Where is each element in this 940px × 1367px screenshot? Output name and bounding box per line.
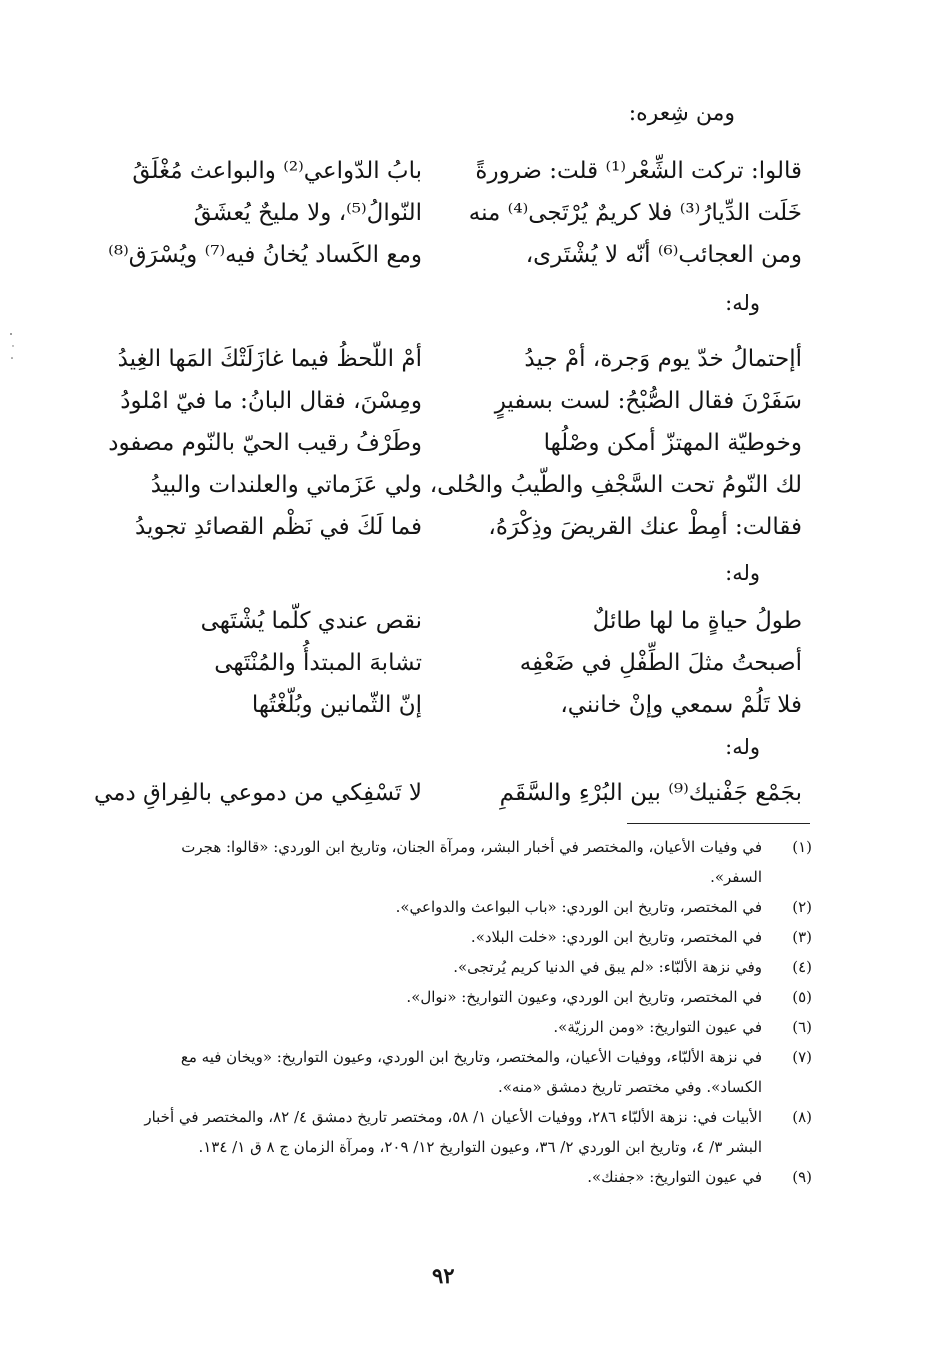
verse-first-hemistich: أإحتمالُ خدّ يوم وَجرة، أمْ جيدُ (524, 346, 802, 372)
footnote (132, 922, 812, 952)
verse-second-hemistich: ومِسْنَ، فقال البانُ: ما فيّ امْلودُ (120, 388, 422, 414)
footnote-number: (٣) (792, 928, 812, 946)
verse-line (108, 234, 802, 276)
verse-first-hemistich: وخوطيّة المهتزّ أمكن وصْلُها (543, 430, 802, 456)
footnote-text: وفي نزهة الألبّاء: «لم يبق في الدنيا كريم يُرتجى». (453, 958, 762, 976)
verse-line (122, 380, 802, 422)
verse-second-hemistich: فما لَكَ في نَظْم القصائدِ تجويدُ (134, 514, 422, 540)
verse-line (122, 600, 802, 642)
footnote (132, 1042, 812, 1102)
footnote-text: في عيون التواريخ: «ومن الرزيّة». (553, 1018, 762, 1036)
verse-second-hemistich: وطَرْفُ رقيب الحيّ بالنّوم مصفود (108, 430, 422, 456)
verse-first-hemistich: طولُ حياةٍ ما لها طائلٌ (592, 608, 802, 634)
footnote-text: في المختصر، وتاريخ ابن الوردي: «خلت البلاد». (470, 928, 762, 946)
verse-second-hemistich: بابُ الدّواعي⁽²⁾ والبواعث مُغْلَقُ (132, 158, 422, 184)
footnote-number: (٥) (792, 988, 812, 1006)
verse-second-hemistich: نقص عندي كلّما يُشْتَهى (200, 608, 422, 634)
footnote-text: في نزهة الألبّاء، ووفيات الأعيان، والمختصر، وتاريخ ابن الوردي، وعيون التواريخ: «ويخان فيه مع الكساد». وفي مختصر تاريخ دمشق «منه». (180, 1048, 762, 1096)
footnote-text: في المختصر، وتاريخ ابن الوردي: «باب البواعث والدواعي». (395, 898, 762, 916)
footnote-text: في عيون التواريخ: «جفنك». (587, 1168, 762, 1186)
verse-second-hemistich: إنّ الثّمانين وبُلّغْتُها (251, 692, 422, 718)
footnote (132, 832, 812, 892)
verse-second-hemistich: لا تَسْفِكي من دموعي بالفِراقِ دمي (94, 780, 422, 806)
verse-first-hemistich: فلا تَلُمْ سمعي وإنْ خانني، (560, 692, 802, 718)
section-heading: ومن شِعره: (628, 101, 735, 126)
poem-2 (108, 338, 802, 548)
verse-first-hemistich: خَلَت الدِّيارُ⁽³⁾ فلا كريمٌ يُرْتَجى⁽⁴⁾ منه (468, 200, 802, 226)
verse-first-hemistich: قالوا: تركت الشِّعْر⁽¹⁾ قلت: ضرورةً (475, 158, 802, 184)
poem-label: وله: (725, 735, 760, 759)
footnote (132, 952, 812, 982)
verse-line (122, 192, 802, 234)
verse-first-hemistich: سَفَرْنَ فقال الصُّبْحُ: لست بسفيرٍ (494, 388, 802, 414)
verse-first-hemistich: ومن العجائب⁽⁶⁾ أنّه لا يُشْتَرى، (525, 242, 802, 268)
footnote-text: الأبيات في: نزهة الألبّاء ٢٨٦، ووفيات الأعيان ١/ ٥٨، ومختصر تاريخ دمشق ٤/ ٨٢، والمختصر في أخبار البشر ٣/ ٤، وتاريخ ابن الوردي ٢/ ٣٦، وعيون التواريخ ١٢/ ٢٠٩، ومرآة الزمان ج ٨ ق ١/ ١٣٤. (144, 1108, 762, 1156)
poem-label: وله: (725, 291, 760, 315)
poem-label: وله: (725, 561, 760, 585)
footnote-number: (٢) (792, 898, 812, 916)
verse-line (122, 150, 802, 192)
verse-first-hemistich: فقالت: أمِطْ عنك القريضَ وذِكْرَهُ، (488, 514, 802, 540)
footnote-number: (٧) (792, 1048, 812, 1066)
verse-first-hemistich: لك النّومُ تحت السَّجْفِ والطّيبُ والحُلى، (429, 472, 802, 498)
verse-line (108, 422, 802, 464)
verse-second-hemistich: ولي عَزَماتي والعلندات والبيدُ (150, 472, 422, 498)
verse-second-hemistich: ومع الكَساد يُخانُ فيه⁽⁷⁾ ويُسْرَق⁽⁸⁾ (108, 242, 422, 268)
verse-second-hemistich: أمْ اللّحظُ فيما غازَلَتْكَ المَها الغِيدُ (117, 346, 422, 372)
verse-line (122, 506, 802, 548)
poem-4 (94, 772, 802, 814)
verse-first-hemistich: بجَمْع جَفْنيك⁽⁹⁾ بين البُرْءِ والسَّقَمِ (499, 780, 802, 806)
footnote-number: (٩) (792, 1168, 812, 1186)
poem-1 (108, 150, 802, 276)
footnote (132, 982, 812, 1012)
scan-specks (8, 330, 16, 370)
footnote (132, 1012, 812, 1042)
footnote-text: في المختصر، وتاريخ ابن الوردي، وعيون التواريخ: «نوال». (406, 988, 762, 1006)
verse-line (122, 684, 802, 726)
footnote-divider (627, 823, 810, 824)
footnote (132, 1162, 812, 1192)
verse-second-hemistich: تشابهَ المبتدأُ والمُنْتَهى (214, 650, 422, 676)
footnote-text: في وفيات الأعيان، والمختصر في أخبار البشر، ومرآة الجنان، وتاريخ ابن الوردي: «قالوا: هجرت السفر». (181, 838, 762, 886)
verse-second-hemistich: النّوالُ⁽⁵⁾، ولا مليحٌ يُعشَقُ (193, 200, 422, 226)
poem-3 (122, 600, 802, 726)
verse-line (94, 772, 802, 814)
footnote-number: (٨) (792, 1108, 812, 1126)
footnote (132, 1102, 812, 1162)
footnote-number: (١) (792, 838, 812, 856)
verse-first-hemistich: أصبحتُ مثلَ الطِّفْلِ في ضَعْفِه (519, 650, 802, 676)
footnote-number: (٤) (792, 958, 812, 976)
verse-line (117, 338, 802, 380)
footnote-number: (٦) (792, 1018, 812, 1036)
footnote (132, 892, 812, 922)
footnotes (132, 832, 812, 1192)
verse-line (122, 642, 802, 684)
verse-line (122, 464, 802, 506)
page-number: ٩٢ (432, 1263, 455, 1288)
